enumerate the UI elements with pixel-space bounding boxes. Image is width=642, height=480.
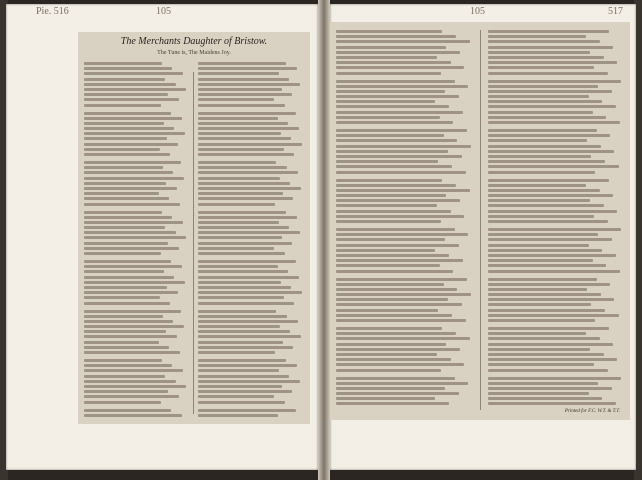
text-line — [336, 145, 471, 148]
text-line — [488, 160, 605, 163]
text-line — [84, 265, 182, 268]
text-line — [198, 67, 297, 70]
text-line — [336, 332, 456, 335]
text-line — [84, 341, 159, 344]
text-line — [84, 161, 181, 164]
text-line — [488, 85, 598, 88]
text-line — [84, 369, 183, 372]
text-line — [336, 210, 451, 213]
text-line — [198, 211, 286, 214]
text-line — [488, 337, 600, 340]
text-line — [84, 252, 161, 255]
text-line — [198, 117, 278, 120]
text-line — [488, 171, 595, 174]
text-line — [336, 30, 442, 33]
text-line — [84, 122, 164, 125]
text-line — [488, 228, 621, 231]
text-line — [488, 303, 591, 306]
text-line — [488, 72, 608, 75]
text-line — [198, 409, 296, 412]
left-page — [6, 4, 318, 470]
text-line — [488, 397, 602, 400]
text-line — [488, 40, 600, 43]
text-line — [336, 72, 441, 75]
text-line — [488, 369, 608, 372]
text-line — [336, 363, 464, 366]
text-line — [84, 276, 174, 279]
text-line — [488, 121, 620, 124]
text-line — [84, 346, 169, 349]
text-line — [84, 132, 185, 135]
text-line — [84, 78, 165, 81]
text-line — [84, 242, 168, 245]
text-line — [336, 319, 466, 322]
text-line — [488, 184, 586, 187]
text-line — [84, 203, 180, 206]
text-line — [488, 402, 616, 405]
text-line — [198, 137, 291, 140]
text-line — [488, 150, 614, 153]
text-line — [336, 314, 452, 317]
text-line — [198, 112, 296, 115]
text-line — [488, 387, 612, 390]
text-line — [336, 382, 468, 385]
text-line — [488, 215, 594, 218]
text-line — [336, 293, 471, 296]
text-line — [84, 216, 172, 219]
text-line — [488, 35, 586, 38]
text-line — [84, 375, 165, 378]
text-line — [84, 62, 162, 65]
text-line — [84, 310, 181, 313]
book-gutter — [318, 0, 330, 480]
text-line — [198, 143, 302, 146]
printer-imprint: Printed for F.C. W.T. & T.T. — [564, 409, 620, 414]
text-line — [488, 220, 608, 223]
ballad-sheet-left — [78, 32, 310, 424]
text-line — [84, 166, 163, 169]
text-line — [488, 298, 614, 301]
text-line — [198, 260, 296, 263]
text-line — [198, 98, 274, 101]
text-line — [488, 353, 604, 356]
text-line — [488, 51, 590, 54]
text-line — [488, 105, 616, 108]
text-line — [198, 231, 300, 234]
text-line — [336, 358, 451, 361]
text-line — [198, 281, 281, 284]
text-line — [84, 143, 178, 146]
text-line — [336, 51, 460, 54]
text-line — [198, 414, 278, 417]
text-line — [336, 121, 453, 124]
text-line — [336, 402, 449, 405]
column-divider — [480, 30, 481, 410]
text-line — [84, 315, 163, 318]
text-line — [488, 30, 609, 33]
text-line — [488, 254, 616, 257]
text-line — [488, 100, 602, 103]
text-line — [198, 62, 286, 65]
text-line — [84, 148, 160, 151]
text-line — [336, 244, 459, 247]
text-line — [84, 385, 186, 388]
text-line — [336, 238, 445, 241]
text-line — [84, 98, 179, 101]
text-line — [198, 132, 281, 135]
text-line — [198, 127, 299, 130]
text-line — [198, 221, 279, 224]
text-line — [84, 330, 166, 333]
text-line — [84, 281, 185, 284]
text-line — [84, 226, 165, 229]
text-line — [198, 401, 285, 404]
text-line — [488, 46, 613, 49]
ballad-sheet-right — [330, 22, 630, 420]
text-line — [198, 226, 289, 229]
text-line — [336, 397, 435, 400]
text-line — [198, 310, 276, 313]
text-line — [84, 335, 177, 338]
text-line — [198, 265, 278, 268]
text-line — [336, 298, 448, 301]
text-line — [336, 348, 460, 351]
text-line — [84, 236, 186, 239]
text-line — [488, 139, 587, 142]
text-line — [336, 100, 435, 103]
text-line — [84, 182, 166, 185]
text-line — [198, 351, 275, 354]
text-line — [488, 382, 598, 385]
text-line — [336, 199, 460, 202]
text-line — [488, 194, 613, 197]
text-line — [336, 171, 466, 174]
text-line — [198, 148, 284, 151]
text-line — [84, 390, 168, 393]
text-line — [488, 238, 612, 241]
text-line — [336, 35, 456, 38]
text-line — [336, 80, 455, 83]
text-line — [198, 171, 298, 174]
text-line — [84, 171, 173, 174]
text-line — [84, 117, 182, 120]
text-line — [488, 343, 613, 346]
text-line — [488, 332, 586, 335]
text-line — [84, 137, 167, 140]
text-line — [198, 385, 282, 388]
text-line — [488, 270, 620, 273]
folio-mark-right: 517 — [608, 6, 623, 17]
text-line — [336, 249, 435, 252]
text-line — [488, 116, 606, 119]
text-line — [84, 380, 176, 383]
text-line — [198, 236, 282, 239]
text-line — [84, 221, 183, 224]
text-line — [84, 325, 184, 328]
text-line — [336, 150, 448, 153]
text-line — [84, 187, 177, 190]
text-line — [488, 264, 606, 267]
text-line — [198, 395, 274, 398]
text-line — [84, 351, 180, 354]
text-line — [488, 80, 621, 83]
text-line — [336, 61, 451, 64]
text-line — [488, 90, 612, 93]
text-line — [336, 40, 470, 43]
text-line — [84, 296, 160, 299]
text-line — [198, 166, 287, 169]
text-line — [198, 390, 292, 393]
text-line — [84, 93, 168, 96]
text-line — [84, 211, 162, 214]
text-line — [198, 380, 300, 383]
text-line — [336, 259, 463, 262]
text-line — [488, 293, 601, 296]
text-line — [336, 129, 467, 132]
text-line — [488, 233, 598, 236]
text-line — [198, 177, 280, 180]
text-line — [488, 259, 593, 262]
column-divider — [193, 72, 194, 414]
text-line — [198, 320, 298, 323]
text-line — [84, 104, 161, 107]
text-line — [336, 283, 444, 286]
text-line — [488, 283, 610, 286]
text-line — [336, 337, 470, 340]
text-line — [84, 286, 167, 289]
text-line — [198, 276, 299, 279]
text-line — [488, 95, 589, 98]
text-line — [198, 242, 292, 245]
text-line — [488, 204, 604, 207]
text-line — [198, 122, 288, 125]
text-line — [336, 155, 462, 158]
text-line — [488, 348, 590, 351]
text-line — [336, 353, 437, 356]
text-line — [336, 343, 446, 346]
text-line — [198, 197, 293, 200]
text-line — [84, 302, 170, 305]
text-line — [488, 377, 621, 380]
text-line — [84, 112, 171, 115]
text-line — [336, 309, 438, 312]
text-line — [336, 228, 455, 231]
text-line — [84, 270, 164, 273]
text-line — [336, 254, 449, 257]
text-line — [336, 189, 470, 192]
text-line — [84, 395, 179, 398]
text-line — [84, 401, 161, 404]
text-line — [336, 215, 464, 218]
text-line — [488, 327, 609, 330]
text-line — [198, 341, 283, 344]
text-line — [198, 182, 290, 185]
text-line — [84, 414, 182, 417]
text-line — [198, 247, 274, 250]
text-line — [488, 111, 593, 114]
text-line — [336, 369, 441, 372]
folio-mark-left-center: 105 — [156, 6, 171, 17]
text-line — [84, 320, 173, 323]
text-line — [336, 85, 468, 88]
text-line — [336, 220, 441, 223]
text-line — [198, 203, 275, 206]
text-line — [84, 231, 176, 234]
text-line — [198, 346, 293, 349]
text-line — [336, 387, 445, 390]
text-line — [336, 111, 463, 114]
text-line — [488, 199, 590, 202]
text-line — [198, 192, 283, 195]
text-line — [198, 78, 289, 81]
text-column-2 — [198, 62, 304, 418]
text-line — [336, 134, 444, 137]
ballad-title: The Merchants Daughter of Bristow. — [120, 36, 268, 47]
text-line — [488, 249, 602, 252]
text-line — [336, 46, 446, 49]
text-line — [488, 392, 589, 395]
text-line — [198, 83, 300, 86]
text-line — [198, 369, 279, 372]
text-line — [488, 319, 595, 322]
text-line — [198, 364, 297, 367]
text-line — [336, 165, 452, 168]
text-line — [336, 233, 468, 236]
text-line — [336, 105, 449, 108]
text-column-3 — [336, 30, 474, 406]
text-line — [84, 88, 186, 91]
text-line — [198, 104, 285, 107]
text-line — [336, 90, 445, 93]
text-line — [336, 66, 464, 69]
text-line — [84, 83, 176, 86]
text-line — [84, 409, 171, 412]
text-line — [336, 303, 462, 306]
text-line — [336, 392, 459, 395]
text-line — [488, 129, 597, 132]
text-line — [488, 309, 605, 312]
text-line — [336, 377, 455, 380]
text-line — [198, 252, 285, 255]
text-line — [198, 286, 291, 289]
text-line — [84, 192, 159, 195]
text-line — [84, 177, 184, 180]
text-line — [198, 270, 288, 273]
text-line — [84, 260, 171, 263]
text-line — [198, 330, 290, 333]
text-line — [84, 153, 170, 156]
text-line — [336, 288, 457, 291]
text-line — [336, 139, 457, 142]
text-column-1 — [84, 62, 188, 418]
folio-mark-left: Pie. 516 — [36, 6, 69, 17]
text-line — [336, 116, 440, 119]
text-line — [336, 264, 440, 267]
text-line — [198, 315, 287, 318]
text-line — [488, 189, 600, 192]
text-line — [488, 363, 594, 366]
text-line — [198, 216, 297, 219]
text-line — [198, 302, 294, 305]
text-line — [84, 247, 179, 250]
text-line — [84, 72, 183, 75]
text-line — [336, 160, 438, 163]
text-line — [84, 291, 178, 294]
text-line — [84, 359, 162, 362]
text-line — [336, 327, 442, 330]
text-line — [198, 325, 280, 328]
text-line — [336, 278, 467, 281]
text-line — [198, 375, 289, 378]
text-line — [84, 364, 172, 367]
text-column-4 — [488, 30, 624, 406]
text-line — [488, 358, 617, 361]
text-line — [336, 184, 456, 187]
text-line — [84, 67, 172, 70]
folio-mark-right-center: 105 — [470, 6, 485, 17]
text-line — [198, 88, 282, 91]
ballad-tune: The Tune is, The Maidens Joy. — [157, 50, 231, 56]
text-line — [488, 155, 591, 158]
text-line — [198, 72, 279, 75]
text-line — [488, 210, 617, 213]
text-line — [488, 179, 609, 182]
text-line — [488, 165, 619, 168]
text-line — [198, 161, 276, 164]
text-line — [336, 56, 437, 59]
text-line — [336, 179, 442, 182]
text-line — [488, 61, 617, 64]
text-line — [488, 145, 601, 148]
text-line — [198, 93, 292, 96]
text-line — [488, 278, 597, 281]
text-line — [488, 288, 587, 291]
text-line — [84, 127, 174, 130]
text-line — [488, 66, 594, 69]
right-page — [330, 4, 636, 470]
text-line — [198, 296, 284, 299]
text-line — [336, 194, 446, 197]
text-line — [488, 56, 604, 59]
text-line — [336, 270, 453, 273]
text-line — [336, 204, 437, 207]
text-line — [336, 95, 459, 98]
text-line — [84, 197, 169, 200]
text-line — [488, 134, 610, 137]
text-line — [488, 244, 589, 247]
text-line — [198, 359, 286, 362]
text-line — [488, 314, 619, 317]
text-line — [198, 153, 294, 156]
text-line — [198, 335, 301, 338]
text-line — [198, 187, 301, 190]
text-line — [198, 291, 302, 294]
